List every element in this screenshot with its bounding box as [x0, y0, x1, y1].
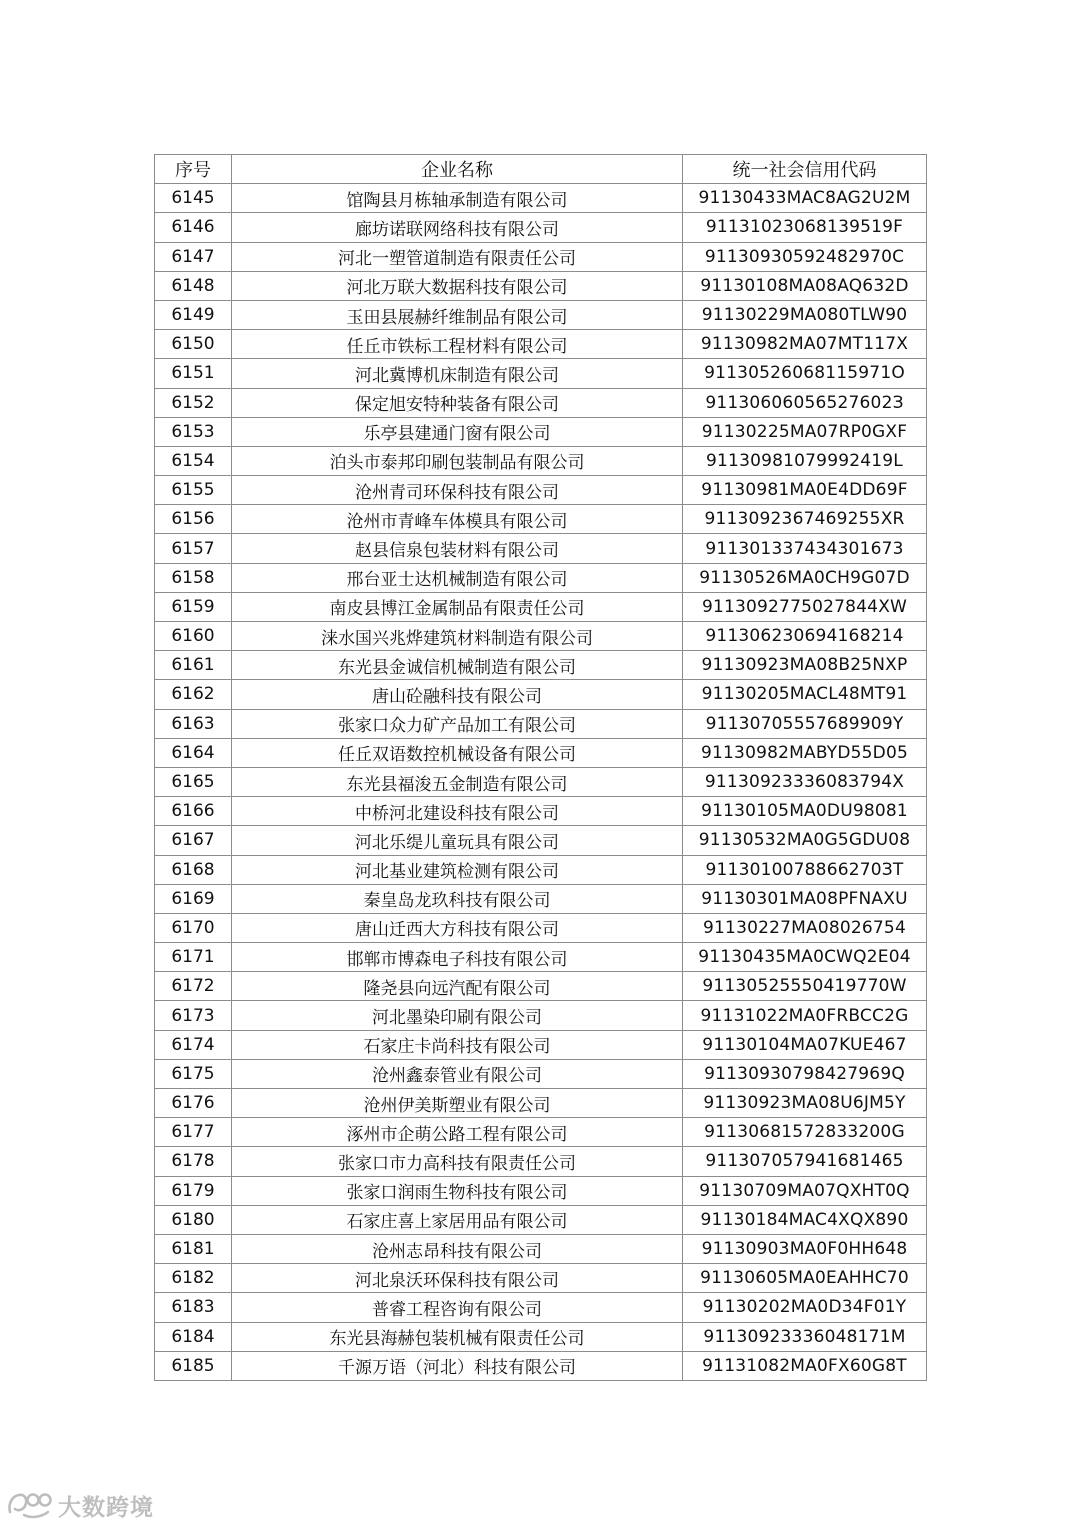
table-row: [155, 1351, 927, 1380]
row-company-name: 任丘双语数控机械设备有限公司: [232, 738, 683, 767]
row-company-name: 唐山迁西大方科技有限公司: [232, 913, 683, 942]
row-company-name: 涞水国兴兆烨建筑材料制造有限公司: [232, 622, 683, 651]
row-credit-code: 91130227MA08026754: [683, 913, 927, 942]
row-seq: 6175: [155, 1059, 232, 1088]
row-company-name: 馆陶县月栋轴承制造有限公司: [232, 184, 683, 213]
row-seq: 6157: [155, 534, 232, 563]
row-company-name: 涿州市企萌公路工程有限公司: [232, 1118, 683, 1147]
row-credit-code: 91130982MA07MT117X: [683, 330, 927, 359]
row-company-name: 泊头市泰邦印刷包装制品有限公司: [232, 446, 683, 475]
table-row: [155, 1118, 927, 1147]
row-company-name: 邯郸市博森电子科技有限公司: [232, 943, 683, 972]
row-seq: 6162: [155, 680, 232, 709]
row-seq: 6159: [155, 592, 232, 621]
row-credit-code: 911301337434301673: [683, 534, 927, 563]
row-seq: 6174: [155, 1030, 232, 1059]
row-credit-code: 9113092367469255XR: [683, 505, 927, 534]
row-credit-code: 911306230694168214: [683, 622, 927, 651]
row-company-name: 赵县信泉包装材料有限公司: [232, 534, 683, 563]
row-credit-code: 911307057941681465: [683, 1147, 927, 1176]
row-company-name: 东光县海赫包装机械有限责任公司: [232, 1322, 683, 1351]
row-seq: 6145: [155, 184, 232, 213]
row-company-name: 隆尧县向远汽配有限公司: [232, 972, 683, 1001]
table-row: [155, 1089, 927, 1118]
table-row: [155, 884, 927, 913]
row-company-name: 沧州伊美斯塑业有限公司: [232, 1089, 683, 1118]
row-seq: 6156: [155, 505, 232, 534]
row-company-name: 邢台亚士达机械制造有限公司: [232, 563, 683, 592]
row-credit-code: 91130205MACL48MT91: [683, 680, 927, 709]
row-seq: 6164: [155, 738, 232, 767]
row-company-name: 张家口市力高科技有限责任公司: [232, 1147, 683, 1176]
row-credit-code: 91130108MA08AQ632D: [683, 271, 927, 300]
header-company-name: 企业名称: [232, 155, 683, 184]
row-seq: 6185: [155, 1351, 232, 1380]
row-company-name: 河北万联大数据科技有限公司: [232, 271, 683, 300]
row-company-name: 中桥河北建设科技有限公司: [232, 797, 683, 826]
table-row: [155, 1059, 927, 1088]
row-seq: 6161: [155, 651, 232, 680]
row-credit-code: 91131023068139519F: [683, 213, 927, 242]
row-company-name: 普睿工程咨询有限公司: [232, 1293, 683, 1322]
row-credit-code: 91130526MA0CH9G07D: [683, 563, 927, 592]
row-credit-code: 9113010078866270ЗT: [683, 855, 927, 884]
row-credit-code: 91130923MA08U6JM5Y: [683, 1089, 927, 1118]
row-seq: 6152: [155, 388, 232, 417]
row-seq: 6147: [155, 242, 232, 271]
row-seq: 6153: [155, 417, 232, 446]
table-row: [155, 826, 927, 855]
table-row: [155, 1030, 927, 1059]
table-row: [155, 271, 927, 300]
table-body: [155, 184, 927, 1381]
row-seq: 6151: [155, 359, 232, 388]
row-credit-code: 91130225MA07RP0GXF: [683, 417, 927, 446]
row-credit-code: 91130923336048171M: [683, 1322, 927, 1351]
row-seq: 6150: [155, 330, 232, 359]
row-credit-code: 91130705557689909Y: [683, 709, 927, 738]
row-credit-code: 91130433MAC8AG2U2M: [683, 184, 927, 213]
row-seq: 6172: [155, 972, 232, 1001]
table-row: [155, 797, 927, 826]
row-credit-code: 91130982MABYD55D05: [683, 738, 927, 767]
row-credit-code: 91130981079992419L: [683, 446, 927, 475]
table-row: [155, 1234, 927, 1263]
row-credit-code: 91130526068115971O: [683, 359, 927, 388]
row-credit-code: 91130923MA08B25NXP: [683, 651, 927, 680]
row-company-name: 石家庄喜上家居用品有限公司: [232, 1205, 683, 1234]
row-seq: 6163: [155, 709, 232, 738]
row-company-name: 石家庄卡尚科技有限公司: [232, 1030, 683, 1059]
table-row: [155, 446, 927, 475]
row-credit-code: 91130229MA080TLW90: [683, 300, 927, 329]
table-row: [155, 767, 927, 796]
row-credit-code: 91130435MA0CWQ2E04: [683, 943, 927, 972]
row-company-name: 河北乐缇儿童玩具有限公司: [232, 826, 683, 855]
company-table: [154, 154, 927, 1381]
row-seq: 6182: [155, 1264, 232, 1293]
row-company-name: 唐山砼融科技有限公司: [232, 680, 683, 709]
row-seq: 6165: [155, 767, 232, 796]
row-credit-code: 91130709MA07QXHT0Q: [683, 1176, 927, 1205]
table-row: [155, 738, 927, 767]
table-row: [155, 592, 927, 621]
table-row: [155, 913, 927, 942]
row-credit-code: 91130532MA0G5GDU08: [683, 826, 927, 855]
table-header-row: [155, 155, 927, 184]
row-company-name: 千源万语（河北）科技有限公司: [232, 1351, 683, 1380]
row-seq: 6178: [155, 1147, 232, 1176]
brand-logo-icon: [6, 1490, 52, 1520]
row-seq: 6158: [155, 563, 232, 592]
table-row: [155, 972, 927, 1001]
table-row: [155, 622, 927, 651]
table-row: [155, 563, 927, 592]
header-seq: 序号: [155, 155, 232, 184]
row-credit-code: 9113092333608З794X: [683, 767, 927, 796]
row-company-name: 玉田县展赫纤维制品有限公司: [232, 300, 683, 329]
row-seq: 6173: [155, 1001, 232, 1030]
row-company-name: 沧州鑫泰管业有限公司: [232, 1059, 683, 1088]
row-company-name: 东光县金诚信机械制造有限公司: [232, 651, 683, 680]
row-company-name: 河北一塑管道制造有限责任公司: [232, 242, 683, 271]
row-seq: 6180: [155, 1205, 232, 1234]
row-seq: 6160: [155, 622, 232, 651]
table-row: [155, 388, 927, 417]
table-row: [155, 855, 927, 884]
row-credit-code: 91130301MA08PFNAXU: [683, 884, 927, 913]
table-row: [155, 680, 927, 709]
row-credit-code: 91130930592482970C: [683, 242, 927, 271]
table-row: [155, 709, 927, 738]
row-credit-code: 91130981MA0E4DD69F: [683, 476, 927, 505]
row-seq: 6183: [155, 1293, 232, 1322]
row-company-name: 沧州志昂科技有限公司: [232, 1234, 683, 1263]
row-company-name: 南皮县博江金属制品有限责任公司: [232, 592, 683, 621]
row-company-name: 河北基业建筑检测有限公司: [232, 855, 683, 884]
row-credit-code: 9113092775027844XW: [683, 592, 927, 621]
row-seq: 6184: [155, 1322, 232, 1351]
row-credit-code: 91130930798427969Q: [683, 1059, 927, 1088]
row-company-name: 乐亭县建通门窗有限公司: [232, 417, 683, 446]
table-row: [155, 1147, 927, 1176]
row-seq: 6181: [155, 1234, 232, 1263]
table-row: [155, 1264, 927, 1293]
row-credit-code: 91130605MA0EAHHC70: [683, 1264, 927, 1293]
row-company-name: 张家口众力矿产品加工有限公司: [232, 709, 683, 738]
row-seq: 6155: [155, 476, 232, 505]
table-row: [155, 651, 927, 680]
row-seq: 6168: [155, 855, 232, 884]
row-company-name: 廊坊诺联网络科技有限公司: [232, 213, 683, 242]
table-row: [155, 213, 927, 242]
row-credit-code: 91131082MA0FX60G8T: [683, 1351, 927, 1380]
table-row: [155, 242, 927, 271]
row-company-name: 河北冀博机床制造有限公司: [232, 359, 683, 388]
row-seq: 6179: [155, 1176, 232, 1205]
row-seq: 6176: [155, 1089, 232, 1118]
row-credit-code: 91130105MA0DU98081: [683, 797, 927, 826]
row-company-name: 秦皇岛龙玖科技有限公司: [232, 884, 683, 913]
row-seq: 6177: [155, 1118, 232, 1147]
table-row: [155, 300, 927, 329]
row-company-name: 沧州市青峰车体模具有限公司: [232, 505, 683, 534]
row-seq: 6171: [155, 943, 232, 972]
row-company-name: 张家口润雨生物科技有限公司: [232, 1176, 683, 1205]
table-row: [155, 417, 927, 446]
row-seq: 6146: [155, 213, 232, 242]
row-credit-code: 91130606056527602З: [683, 388, 927, 417]
table-row: [155, 1001, 927, 1030]
row-seq: 6149: [155, 300, 232, 329]
watermark: [6, 1487, 154, 1523]
row-credit-code: 91130525550419770W: [683, 972, 927, 1001]
row-company-name: 沧州青司环保科技有限公司: [232, 476, 683, 505]
watermark-text: 大数跨境: [58, 1494, 154, 1521]
row-credit-code: 91130681572833200G: [683, 1118, 927, 1147]
table-row: [155, 330, 927, 359]
row-seq: 6169: [155, 884, 232, 913]
header-credit-code: 统一社会信用代码: [683, 155, 927, 184]
row-company-name: 河北泉沃环保科技有限公司: [232, 1264, 683, 1293]
table-row: [155, 1322, 927, 1351]
table-row: [155, 943, 927, 972]
table-row: [155, 184, 927, 213]
table-row: [155, 1176, 927, 1205]
row-company-name: 任丘市铁标工程材料有限公司: [232, 330, 683, 359]
row-credit-code: 91131022MA0FRBCC2G: [683, 1001, 927, 1030]
table-row: [155, 505, 927, 534]
row-company-name: 河北墨染印刷有限公司: [232, 1001, 683, 1030]
row-company-name: 保定旭安特种装备有限公司: [232, 388, 683, 417]
row-seq: 6167: [155, 826, 232, 855]
table-row: [155, 534, 927, 563]
row-seq: 6170: [155, 913, 232, 942]
row-company-name: 东光县福浚五金制造有限公司: [232, 767, 683, 796]
table-row: [155, 359, 927, 388]
row-credit-code: 91130184MAC4XQX890: [683, 1205, 927, 1234]
row-credit-code: 91130903MA0F0HH648: [683, 1234, 927, 1263]
row-credit-code: 91130202MA0D34F01Y: [683, 1293, 927, 1322]
table-row: [155, 1293, 927, 1322]
table-row: [155, 1205, 927, 1234]
row-credit-code: 91130104MA07KUE467: [683, 1030, 927, 1059]
table-row: [155, 476, 927, 505]
row-seq: 6154: [155, 446, 232, 475]
row-seq: 6148: [155, 271, 232, 300]
row-seq: 6166: [155, 797, 232, 826]
